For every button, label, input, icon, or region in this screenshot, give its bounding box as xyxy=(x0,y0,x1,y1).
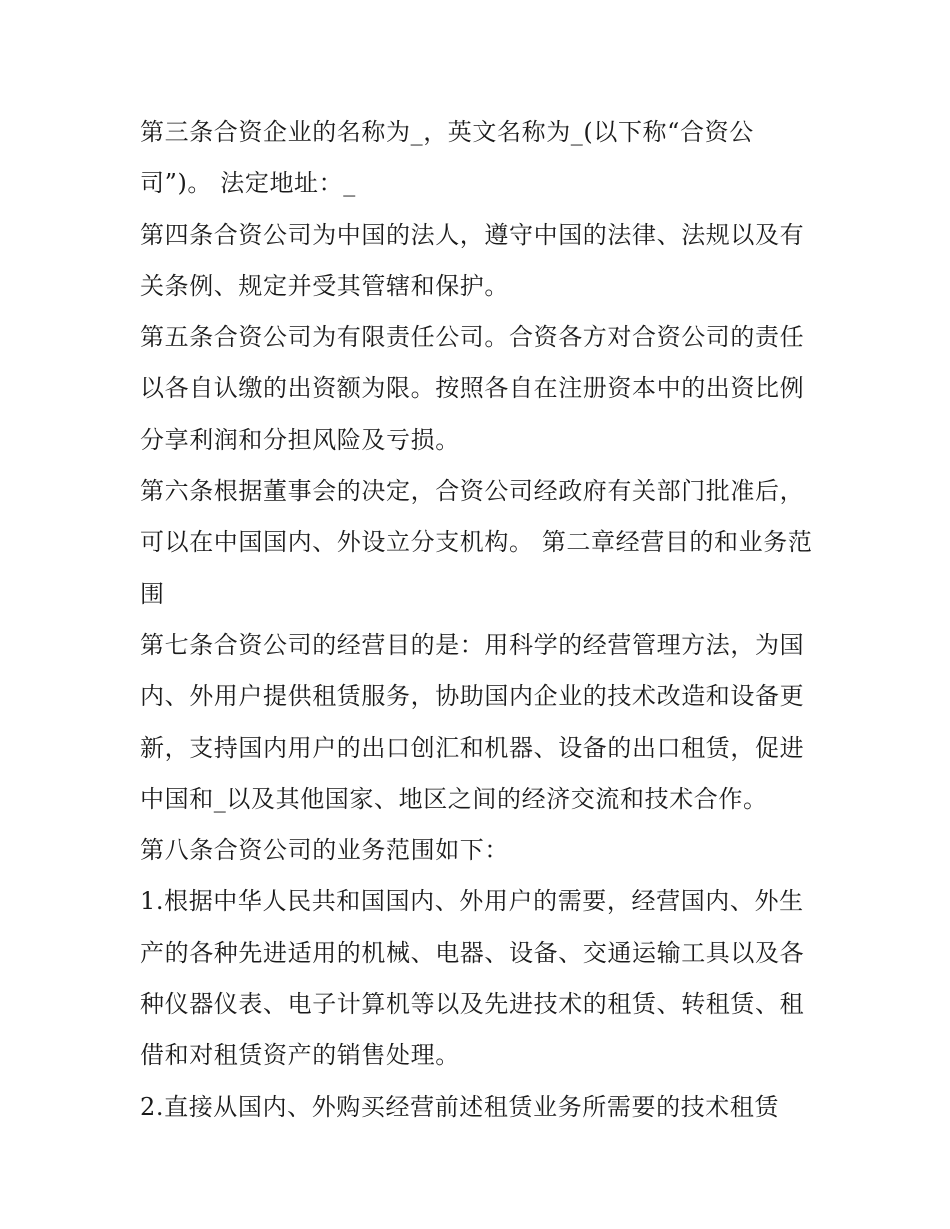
article-5-paragraph: 第五条合资公司为有限责任公司。合资各方对合资公司的责任以各自认缴的出资额为限。按照各自在注册资本中的出资比例分享利润和分担风险及亏损。 xyxy=(140,323,805,454)
business-scope-item-2: 2.直接从国内、外购买经营前述租赁业务所需要的技术租赁 xyxy=(140,1092,780,1121)
article-7-paragraph: 第七条合资公司的经营目的是：用科学的经营管理方法，为国内、外用户提供租赁服务，协助国内企业的技术改造和设备更新，支持国内用户的出口创汇和机器、设备的出口租赁，促进中国和_以及其他国家、地区之间的经济交流和技术合作。 xyxy=(140,630,805,813)
article-3-paragraph: 第三条合资企业的名称为_，英文名称为_(以下称“合资公司”)。 法定地址：_ xyxy=(140,118,754,198)
article-8-paragraph: 第八条合资公司的业务范围如下： xyxy=(140,836,509,865)
document-body xyxy=(140,107,820,1133)
article-4-paragraph: 第四条合资公司为中国的法人，遵守中国的法律、法规以及有关条例、规定并受其管辖和保护。 xyxy=(140,220,805,300)
article-6-paragraph: 第六条根据董事会的决定，合资公司经政府有关部门批准后，可以在中国国内、外设立分支机构。 第二章经营目的和业务范围 xyxy=(140,477,813,608)
business-scope-item-1: 1.根据中华人民共和国国内、外用户的需要，经营国内、外生产的各种先进适用的机械、电器、设备、交通运输工具以及各种仪器仪表、电子计算机等以及先进技术的租赁、转租赁、租借和对租赁资产的销售处理。 xyxy=(140,887,805,1070)
